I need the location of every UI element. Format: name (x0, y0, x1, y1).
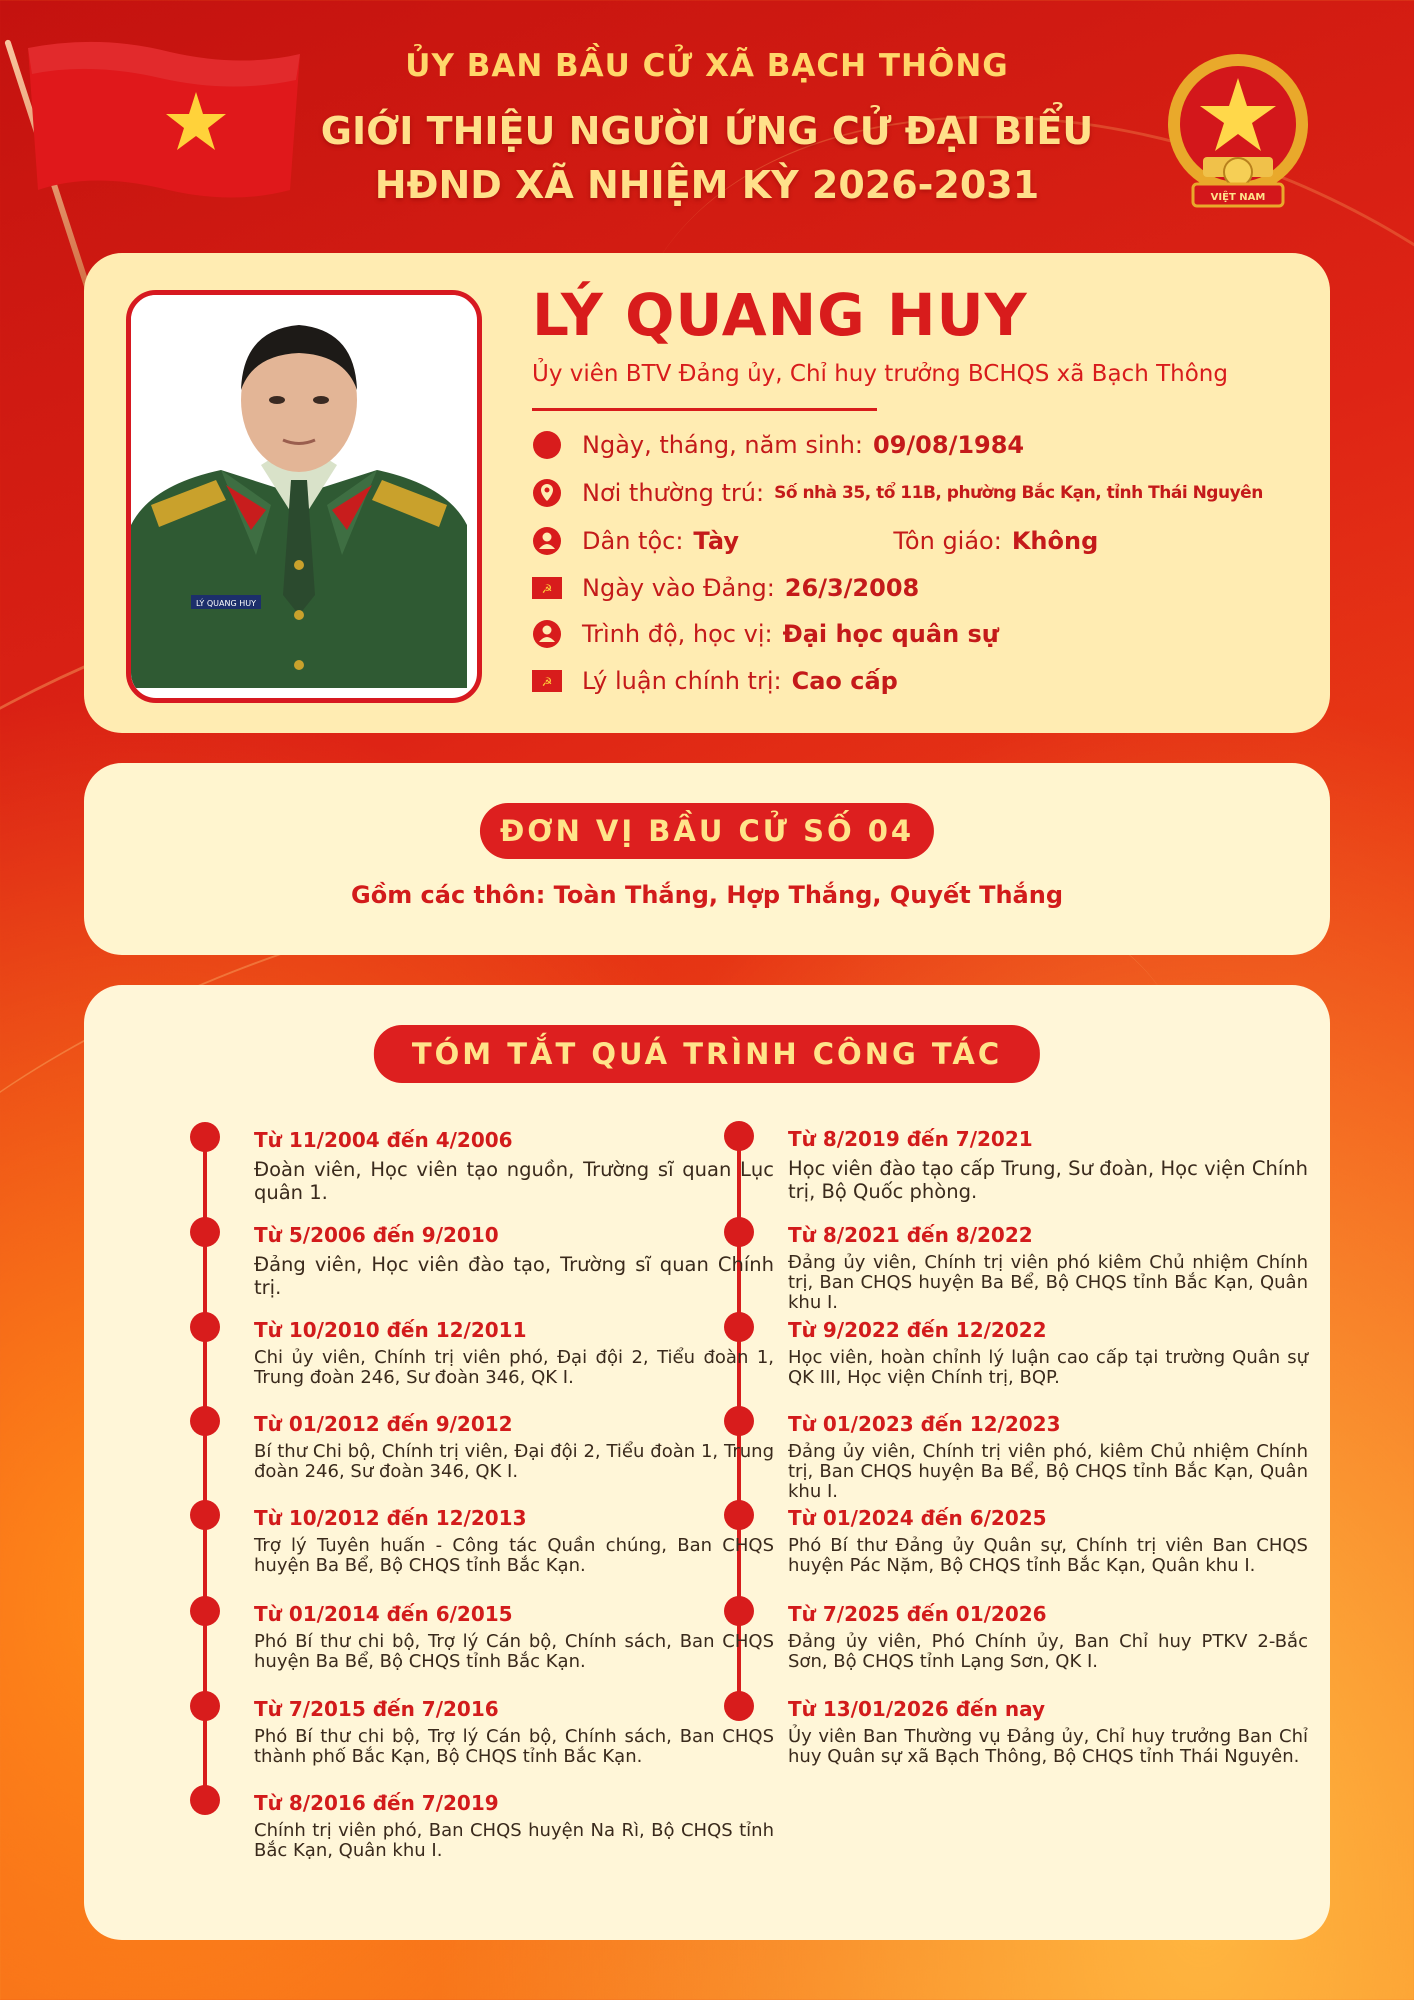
timeline-dot (190, 1312, 220, 1342)
timeline-description: Chi ủy viên, Chính trị viên phó, Đại đội 2, Tiểu đoàn 1, Trung đoàn 246, Sư đoàn 346, QK I. (254, 1347, 774, 1388)
timeline-description: Chính trị viên phó, Ban CHQS huyện Na Rì, Bộ CHQS tỉnh Bắc Kạn, Quân khu I. (254, 1820, 774, 1861)
timeline-dot (190, 1500, 220, 1530)
party-value: 26/3/2008 (784, 574, 920, 602)
timeline-period: Từ 8/2016 đến 7/2019 (254, 1791, 499, 1815)
unit-description: Gồm các thôn: Toàn Thắng, Hợp Thắng, Quyết Thắng (351, 881, 1063, 909)
residence-label: Nơi thường trú: (582, 479, 765, 507)
ethnic-value: Tày (693, 527, 739, 555)
education-value: Đại học quân sự (782, 620, 999, 648)
timeline-period: Từ 5/2006 đến 9/2010 (254, 1223, 499, 1247)
timeline-description: Học viên đào tạo cấp Trung, Sư đoàn, Học viện Chính trị, Bộ Quốc phòng. (788, 1157, 1308, 1203)
timeline-period: Từ 7/2025 đến 01/2026 (788, 1602, 1047, 1626)
timeline-dot (190, 1691, 220, 1721)
emblem-text: VIỆT NAM (1210, 192, 1266, 203)
ethnic-label: Dân tộc: (582, 527, 684, 555)
info-ethnic (532, 521, 1098, 561)
religion-label: Tôn giáo: (893, 527, 1002, 555)
career-title: TÓM TẮT QUÁ TRÌNH CÔNG TÁC (374, 1025, 1040, 1083)
timeline-description: Đảng viên, Học viên đào tạo, Trường sĩ quan Chính trị. (254, 1253, 774, 1299)
timeline-period: Từ 7/2015 đến 7/2016 (254, 1697, 499, 1721)
timeline-description: Đảng ủy viên, Chính trị viên phó, kiêm Chủ nhiệm Chính trị, Ban CHQS huyện Ba Bể, Bộ CHQS tỉnh Bắc Kạn, Quân khu I. (788, 1441, 1308, 1502)
info-politics (532, 661, 898, 701)
timeline-period: Từ 8/2021 đến 8/2022 (788, 1223, 1033, 1247)
candidate-photo (126, 290, 482, 703)
education-label: Trình độ, học vị: (582, 620, 773, 648)
timeline-description: Phó Bí thư chi bộ, Trợ lý Cán bộ, Chính sách, Ban CHQS huyện Ba Bể, Bộ CHQS tỉnh Bắc Kạn. (254, 1631, 774, 1672)
timeline-dot (724, 1596, 754, 1626)
info-education (532, 614, 999, 654)
timeline-period: Từ 01/2014 đến 6/2015 (254, 1602, 513, 1626)
timeline-dot (190, 1596, 220, 1626)
timeline-period: Từ 9/2022 đến 12/2022 (788, 1318, 1047, 1342)
national-emblem-icon (1163, 52, 1313, 212)
timeline-dot (190, 1122, 220, 1152)
location-pin-icon (532, 478, 562, 508)
timeline-description: Bí thư Chi bộ, Chính trị viên, Đại đội 2, Tiểu đoàn 1, Trung đoàn 246, Sư đoàn 346, QK I. (254, 1441, 774, 1482)
dob-label: Ngày, tháng, năm sinh: (582, 431, 863, 459)
divider (532, 408, 877, 411)
svg-text:☭: ☭ (541, 675, 553, 689)
timeline-period: Từ 01/2024 đến 6/2025 (788, 1506, 1047, 1530)
timeline-period: Từ 8/2019 đến 7/2021 (788, 1127, 1033, 1151)
timeline-description: Phó Bí thư chi bộ, Trợ lý Cán bộ, Chính sách, Ban CHQS thành phố Bắc Kạn, Bộ CHQS tỉnh Bắc Kạn. (254, 1726, 774, 1767)
party-flag-icon (532, 573, 562, 603)
circle-icon (532, 430, 562, 460)
timeline-dot (724, 1406, 754, 1436)
header-title-line1: GIỚI THIỆU NGƯỜI ỨNG CỬ ĐẠI BIỂU (320, 109, 1094, 153)
info-residence (532, 473, 1263, 513)
person-icon (532, 526, 562, 556)
info-party (532, 568, 919, 608)
timeline-dot (724, 1121, 754, 1151)
timeline-description: Đảng ủy viên, Phó Chính ủy, Ban Chỉ huy PTKV 2-Bắc Sơn, Bộ CHQS tỉnh Lạng Sơn, QK I. (788, 1631, 1308, 1672)
header-title-line2: HĐND XÃ NHIỆM KỲ 2026-2031 (374, 163, 1040, 207)
party-label: Ngày vào Đảng: (582, 574, 775, 602)
timeline-dot (724, 1500, 754, 1530)
timeline-description: Đoàn viên, Học viên tạo nguồn, Trường sĩ quan Lục quân 1. (254, 1158, 774, 1204)
timeline-description: Đảng ủy viên, Chính trị viên phó kiêm Chủ nhiệm Chính trị, Ban CHQS huyện Ba Bể, Bộ CHQS tỉnh Bắc Kạn, Quân khu I. (788, 1252, 1308, 1313)
religion-value: Không (1011, 527, 1099, 555)
politics-value: Cao cấp (791, 667, 898, 695)
photo-nametag: LÝ QUANG HUY (196, 599, 256, 608)
politics-label: Lý luận chính trị: (582, 667, 782, 695)
header-org: ỦY BAN BẦU CỬ XÃ BẠCH THÔNG (405, 48, 1009, 84)
timeline-period: Từ 01/2023 đến 12/2023 (788, 1412, 1061, 1436)
dob-value: 09/08/1984 (873, 431, 1025, 459)
timeline-dot (190, 1406, 220, 1436)
timeline-period: Từ 11/2004 đến 4/2006 (254, 1128, 513, 1152)
candidate-role: Ủy viên BTV Đảng ủy, Chỉ huy trưởng BCHQS xã Bạch Thông (532, 361, 1228, 387)
timeline-description: Trợ lý Tuyên huấn - Công tác Quần chúng, Ban CHQS huyện Ba Bể, Bộ CHQS tỉnh Bắc Kạn. (254, 1535, 774, 1576)
career-card (84, 985, 1330, 1940)
timeline-description: Học viên, hoàn chỉnh lý luận cao cấp tại trường Quân sự QK III, Học viện Chính trị, BQP. (788, 1347, 1308, 1388)
timeline-description: Ủy viên Ban Thường vụ Đảng ủy, Chỉ huy trưởng Ban Chỉ huy Quân sự xã Bạch Thông, Bộ CHQS tỉnh Thái Nguyên. (788, 1726, 1308, 1767)
svg-text:☭: ☭ (541, 582, 553, 596)
timeline-dot (724, 1312, 754, 1342)
info-dob (532, 425, 1024, 465)
residence-value: Số nhà 35, tổ 11B, phường Bắc Kạn, tỉnh Thái Nguyên (774, 483, 1263, 503)
party-flag-icon (532, 666, 562, 696)
timeline-period: Từ 01/2012 đến 9/2012 (254, 1412, 513, 1436)
person-icon (532, 619, 562, 649)
unit-title: ĐƠN VỊ BẦU CỬ SỐ 04 (480, 803, 934, 859)
timeline-dot (190, 1217, 220, 1247)
timeline-dot (190, 1785, 220, 1815)
timeline-period: Từ 10/2012 đến 12/2013 (254, 1506, 527, 1530)
timeline-period: Từ 10/2010 đến 12/2011 (254, 1318, 527, 1342)
profile-card (84, 253, 1330, 733)
timeline-dot (724, 1217, 754, 1247)
timeline-period: Từ 13/01/2026 đến nay (788, 1697, 1045, 1721)
election-unit-card (84, 763, 1330, 955)
candidate-name: LÝ QUANG HUY (532, 281, 1028, 349)
timeline-description: Phó Bí thư Đảng ủy Quân sự, Chính trị viên Ban CHQS huyện Pác Nặm, Bộ CHQS tỉnh Bắc Kạn, Quân khu I. (788, 1535, 1308, 1576)
timeline-dot (724, 1691, 754, 1721)
